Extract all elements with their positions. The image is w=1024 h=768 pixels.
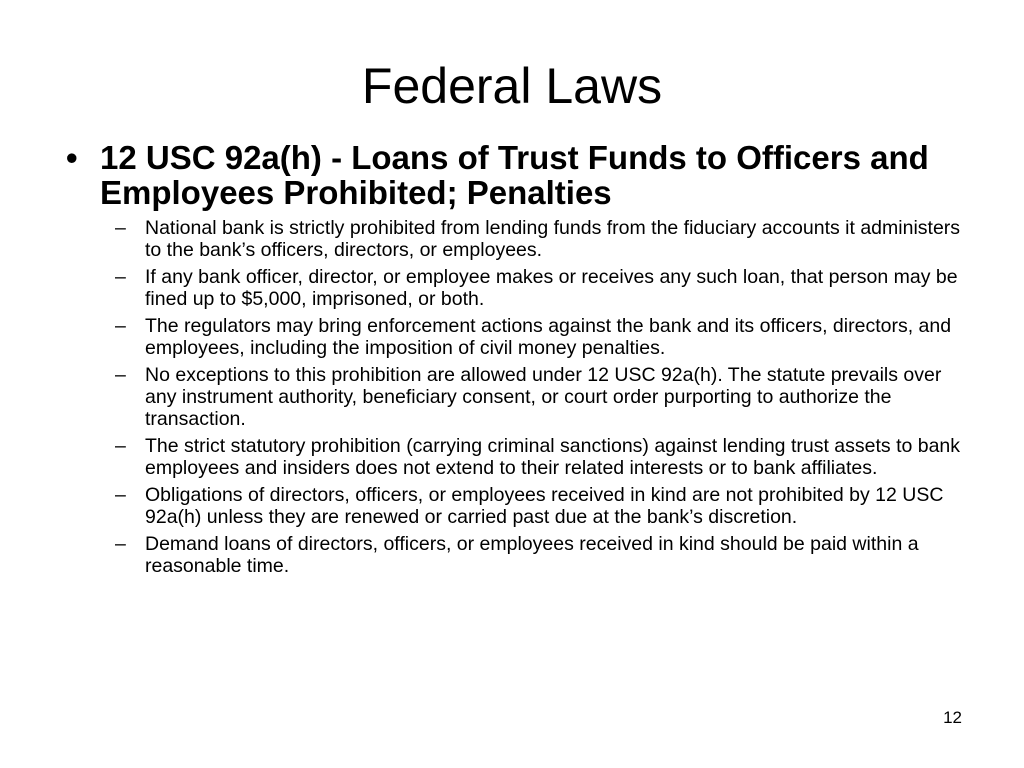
sub-bullet-list xyxy=(100,217,976,577)
dash-icon: – xyxy=(115,364,126,386)
dash-icon: – xyxy=(115,217,126,239)
sub-bullet-item xyxy=(100,484,976,528)
sub-bullet-item xyxy=(100,266,976,310)
dash-icon: – xyxy=(115,484,126,506)
sub-bullet-item xyxy=(100,364,976,430)
sub-bullet-text: The strict statutory prohibition (carrying criminal sanctions) against lending trust assets to bank employees and insiders does not extend to their related interests or to bank affiliates. xyxy=(145,435,961,479)
dash-icon: – xyxy=(115,435,126,457)
dash-icon: – xyxy=(115,315,126,337)
sub-bullet-text: The regulators may bring enforcement actions against the bank and its officers, directors, and employees, including the imposition of civil money penalties. xyxy=(145,315,952,359)
main-bullet-item xyxy=(66,140,976,577)
page-number: 12 xyxy=(943,708,962,727)
sub-bullet-text: No exceptions to this prohibition are allowed under 12 USC 92a(h). The statute prevails over any instrument authority, beneficiary consent, or court order purporting to authorize the transaction. xyxy=(145,364,942,430)
sub-bullet-text: Demand loans of directors, officers, or employees received in kind should be paid within a reasonable time. xyxy=(145,533,919,577)
bullet-list xyxy=(66,140,976,582)
sub-bullet-text: National bank is strictly prohibited from lending funds from the fiduciary accounts it administers to the bank’s officers, directors, or employees. xyxy=(145,217,961,261)
sub-bullet-item xyxy=(100,315,976,359)
bullet-icon: • xyxy=(66,139,78,176)
sub-bullet-text: Obligations of directors, officers, or employees received in kind are not prohibited by 12 USC 92a(h) unless they are renewed or carried past due at the bank’s discretion. xyxy=(145,484,944,528)
sub-bullet-text: If any bank officer, director, or employee makes or receives any such loan, that person may be fined up to $5,000, imprisoned, or both. xyxy=(145,266,958,310)
sub-bullet-item xyxy=(100,533,976,577)
slide-title: Federal Laws xyxy=(361,58,663,114)
sub-bullet-item xyxy=(100,435,976,479)
sub-bullet-item xyxy=(100,217,976,261)
dash-icon: – xyxy=(115,266,126,288)
dash-icon: – xyxy=(115,533,126,555)
main-bullet-text: 12 USC 92a(h) - Loans of Trust Funds to Officers and Employees Prohibited; Penalties xyxy=(100,139,929,211)
